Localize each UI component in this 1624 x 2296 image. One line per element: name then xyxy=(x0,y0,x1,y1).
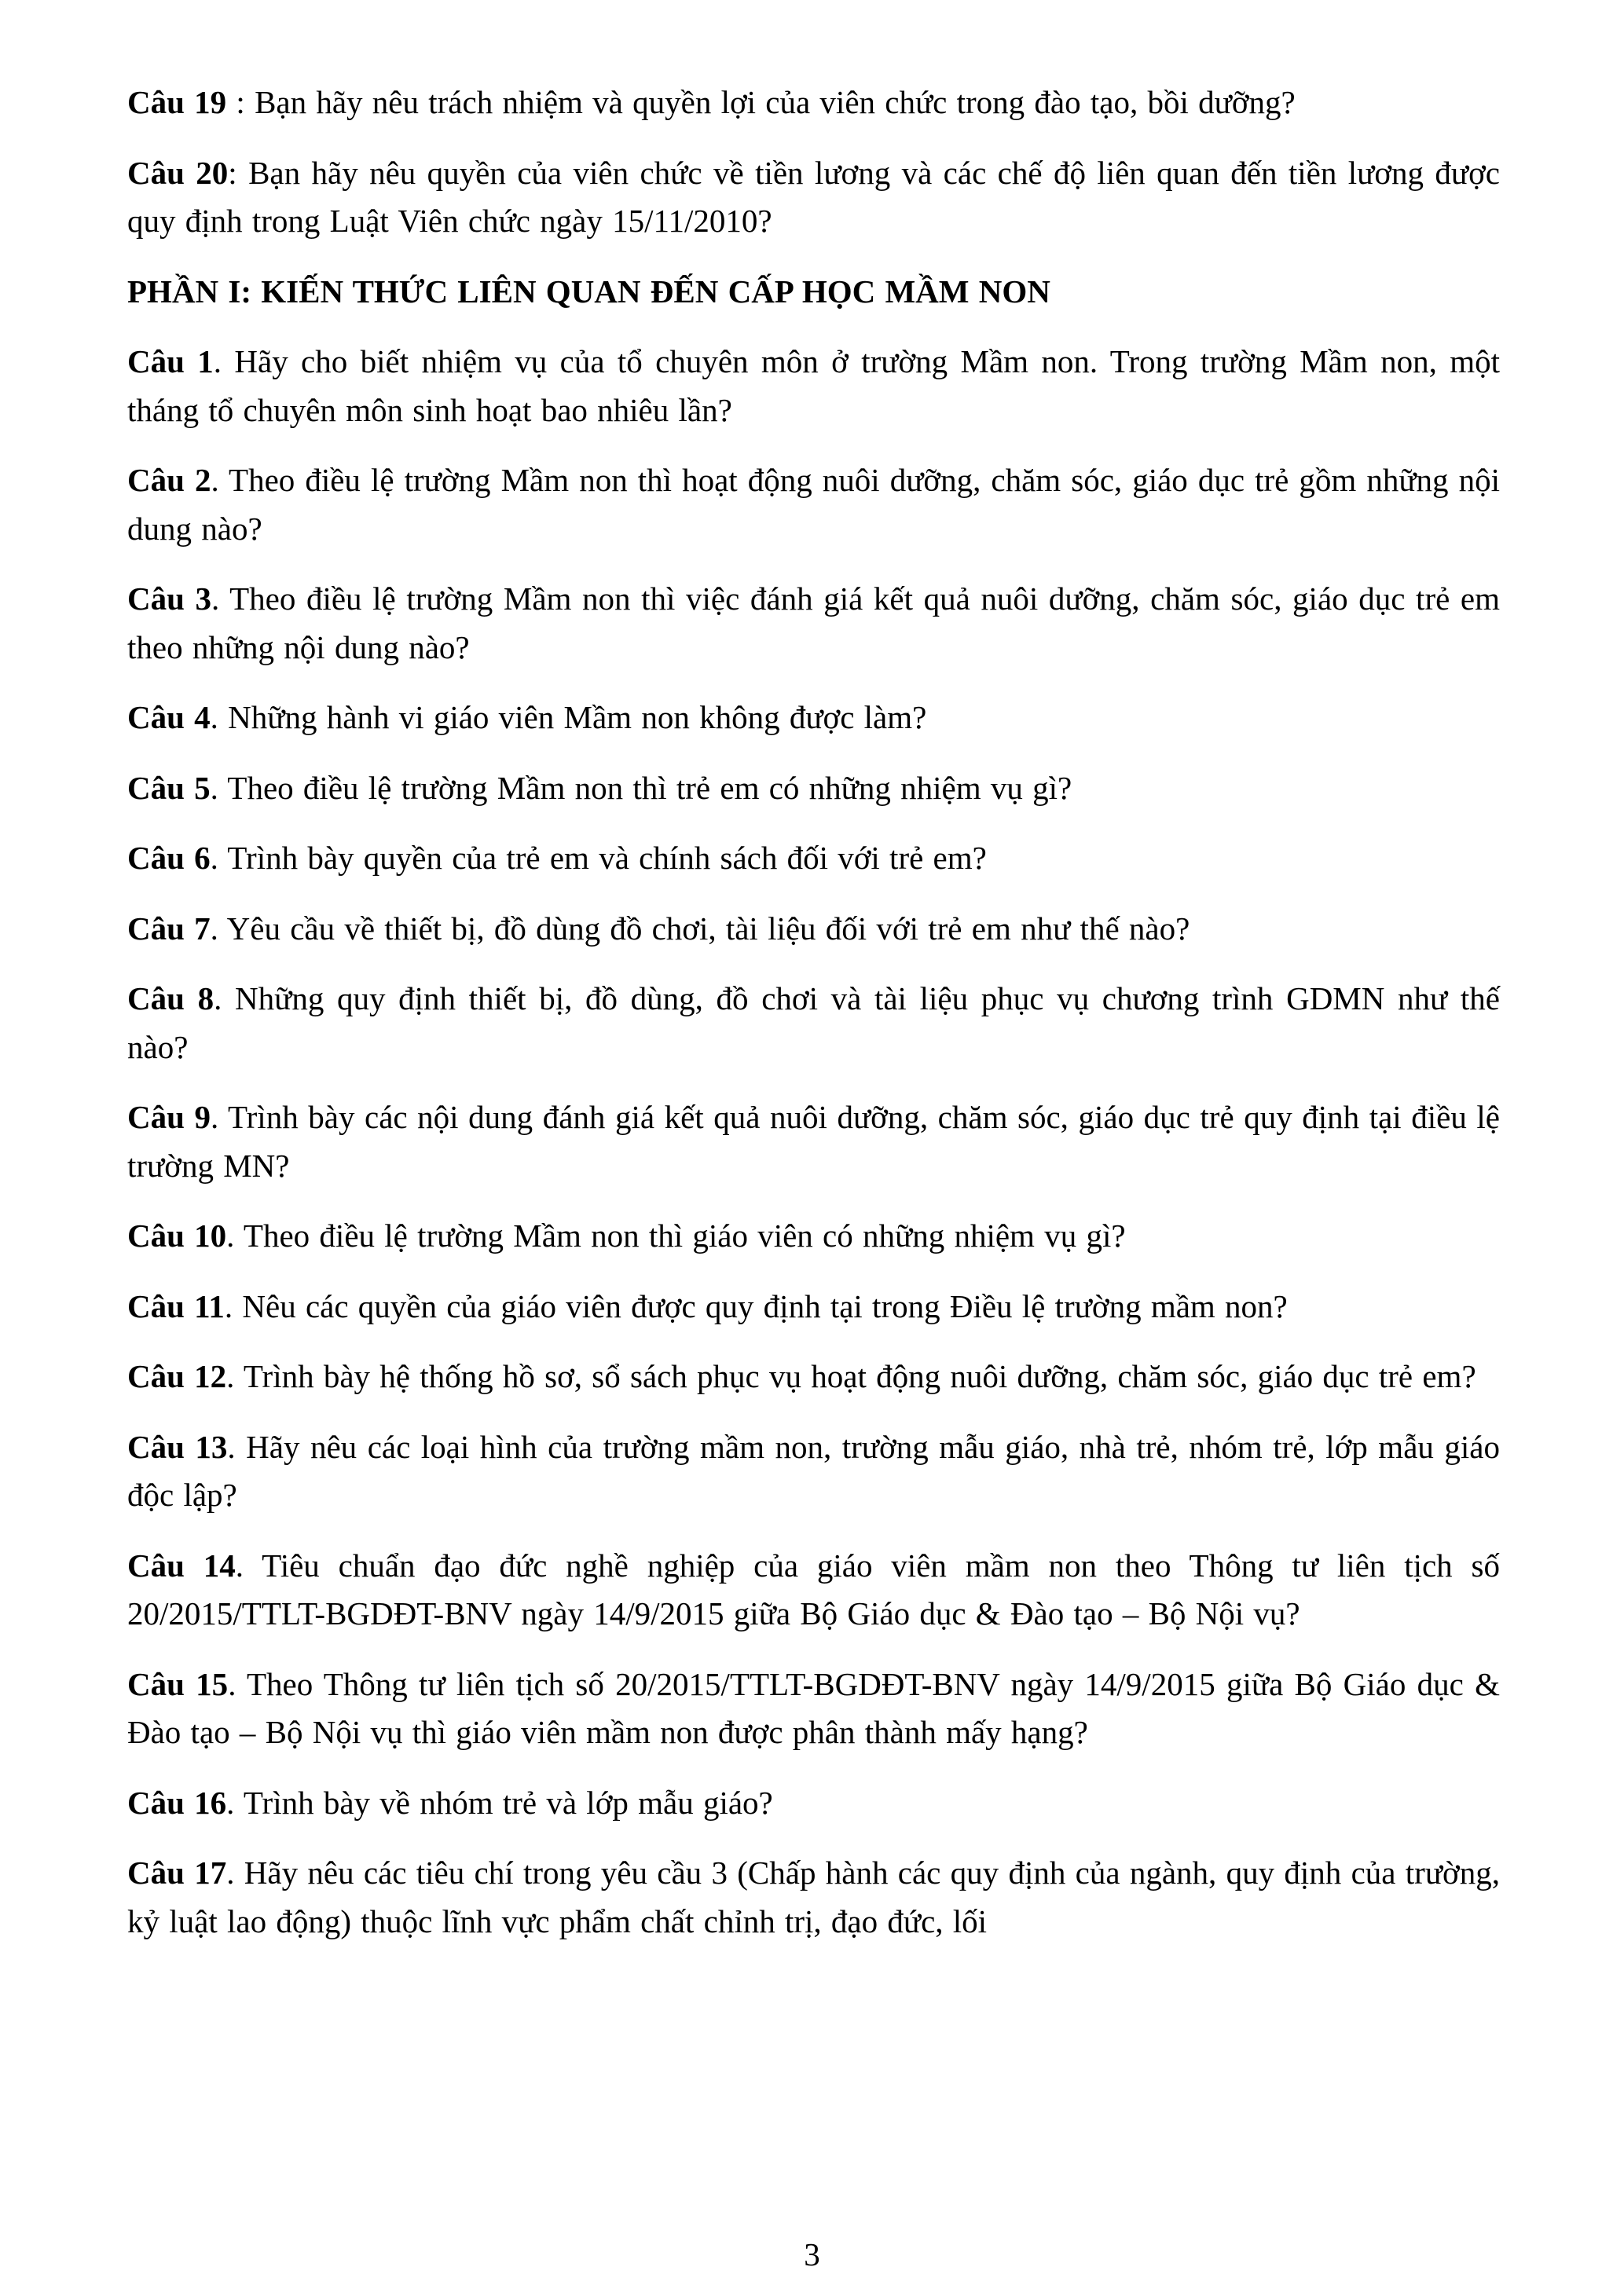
question-paragraph xyxy=(127,79,1500,127)
question-paragraph xyxy=(127,1849,1500,1946)
question-label: Câu 6 xyxy=(127,840,211,876)
question-text: . Trình bày về nhóm trẻ và lớp mẫu giáo? xyxy=(226,1784,773,1821)
question-label: Câu 8 xyxy=(127,980,214,1016)
question-paragraph xyxy=(127,1212,1500,1261)
question-label: Câu 3 xyxy=(127,580,212,617)
question-text: . Trình bày quyền của trẻ em và chính sách đối với trẻ em? xyxy=(210,840,987,876)
question-label: Câu 12 xyxy=(127,1358,227,1394)
question-label: Câu 15 xyxy=(127,1665,229,1702)
question-paragraph xyxy=(127,575,1500,672)
question-paragraph xyxy=(127,338,1500,434)
question-paragraph xyxy=(127,1542,1500,1639)
question-text: . Theo điều lệ trường Mầm non thì trẻ em có những nhiệm vụ gì? xyxy=(210,769,1072,806)
question-label: Câu 4 xyxy=(127,699,211,735)
question-paragraph xyxy=(127,1353,1500,1401)
question-text: : Bạn hãy nêu quyền của viên chức về tiền lương và các chế độ liên quan đến tiền lương được quy định trong Luật Viên chức ngày 15/11/2010? xyxy=(127,154,1500,239)
question-paragraph xyxy=(127,1093,1500,1190)
question-text: . Trình bày các nội dung đánh giá kết quả nuôi dưỡng, chăm sóc, giáo dục trẻ quy định tại điều lệ trường MN? xyxy=(127,1099,1500,1184)
question-text: . Theo Thông tư liên tịch số 20/2015/TTLT-BGDĐT-BNV ngày 14/9/2015 giữa Bộ Giáo dục & Đào tạo – Bộ Nội vụ thì giáo viên mầm non được phân thành mấy hạng? xyxy=(127,1665,1500,1750)
question-paragraph xyxy=(127,905,1500,954)
question-paragraph xyxy=(127,1283,1500,1331)
question-text: . Theo điều lệ trường Mầm non thì giáo viên có những nhiệm vụ gì? xyxy=(226,1218,1126,1254)
question-label: Câu 5 xyxy=(127,769,211,806)
question-text: . Những hành vi giáo viên Mầm non không được làm? xyxy=(210,699,927,735)
question-label: Câu 16 xyxy=(127,1784,227,1821)
question-label: Câu 1 xyxy=(127,343,214,379)
question-text: . Theo điều lệ trường Mầm non thì hoạt động nuôi dưỡng, chăm sóc, giáo dục trẻ gồm những nội dung nào? xyxy=(127,462,1500,547)
question-text: . Hãy cho biết nhiệm vụ của tổ chuyên môn ở trường Mầm non. Trong trường Mầm non, một tháng tổ chuyên môn sinh hoạt bao nhiêu lần? xyxy=(127,343,1500,428)
question-text: . Yêu cầu về thiết bị, đồ dùng đồ chơi, tài liệu đối với trẻ em như thế nào? xyxy=(210,910,1190,947)
question-text: . Trình bày hệ thống hồ sơ, sổ sách phục vụ hoạt động nuôi dưỡng, chăm sóc, giáo dục trẻ em? xyxy=(226,1358,1476,1394)
question-label: Câu 13 xyxy=(127,1428,228,1465)
question-label: Câu 14 xyxy=(127,1547,236,1584)
question-paragraph xyxy=(127,694,1500,742)
question-paragraph xyxy=(127,1423,1500,1520)
question-label: Câu 19 xyxy=(127,84,227,120)
question-text: . Nêu các quyền của giáo viên được quy định tại trong Điều lệ trường mầm non? xyxy=(224,1287,1288,1324)
question-label: Câu 10 xyxy=(127,1218,227,1254)
question-label: Câu 9 xyxy=(127,1099,211,1135)
question-paragraph xyxy=(127,456,1500,553)
question-paragraph xyxy=(127,764,1500,813)
question-paragraph xyxy=(127,834,1500,883)
question-paragraph xyxy=(127,149,1500,246)
section-heading: PHẦN I: KIẾN THỨC LIÊN QUAN ĐẾN CẤP HỌC MẦM NON xyxy=(127,273,1050,309)
question-paragraph xyxy=(127,975,1500,1071)
question-text: . Những quy định thiết bị, đồ dùng, đồ chơi và tài liệu phục vụ chương trình GDMN như thế nào? xyxy=(127,980,1500,1065)
question-paragraph xyxy=(127,1661,1500,1757)
page-number: 3 xyxy=(804,2236,820,2272)
question-label: Câu 2 xyxy=(127,462,211,498)
question-label: Câu 17 xyxy=(127,1855,227,1891)
question-text: : Bạn hãy nêu trách nhiệm và quyền lợi của viên chức trong đào tạo, bồi dưỡng? xyxy=(226,84,1296,120)
question-text: . Hãy nêu các loại hình của trường mầm non, trường mẫu giáo, nhà trẻ, nhóm trẻ, lớp mẫu giáo độc lập? xyxy=(127,1428,1500,1513)
question-label: Câu 11 xyxy=(127,1287,225,1324)
question-label: Câu 7 xyxy=(127,910,211,947)
question-label: Câu 20 xyxy=(127,154,229,191)
question-text: . Tiêu chuẩn đạo đức nghề nghiệp của giáo viên mầm non theo Thông tư liên tịch số 20/2015/TTLT-BGDĐT-BNV ngày 14/9/2015 giữa Bộ Giáo dục & Đào tạo – Bộ Nội vụ? xyxy=(127,1547,1500,1631)
question-text: . Theo điều lệ trường Mầm non thì việc đánh giá kết quả nuôi dưỡng, chăm sóc, giáo dục trẻ em theo những nội dung nào? xyxy=(127,580,1500,665)
question-paragraph xyxy=(127,1779,1500,1828)
question-text: . Hãy nêu các tiêu chí trong yêu cầu 3 (Chấp hành các quy định của ngành, quy định của trường, kỷ luật lao động) thuộc lĩnh vực phẩm chất chỉnh trị, đạo đức, lối xyxy=(127,1855,1500,1939)
